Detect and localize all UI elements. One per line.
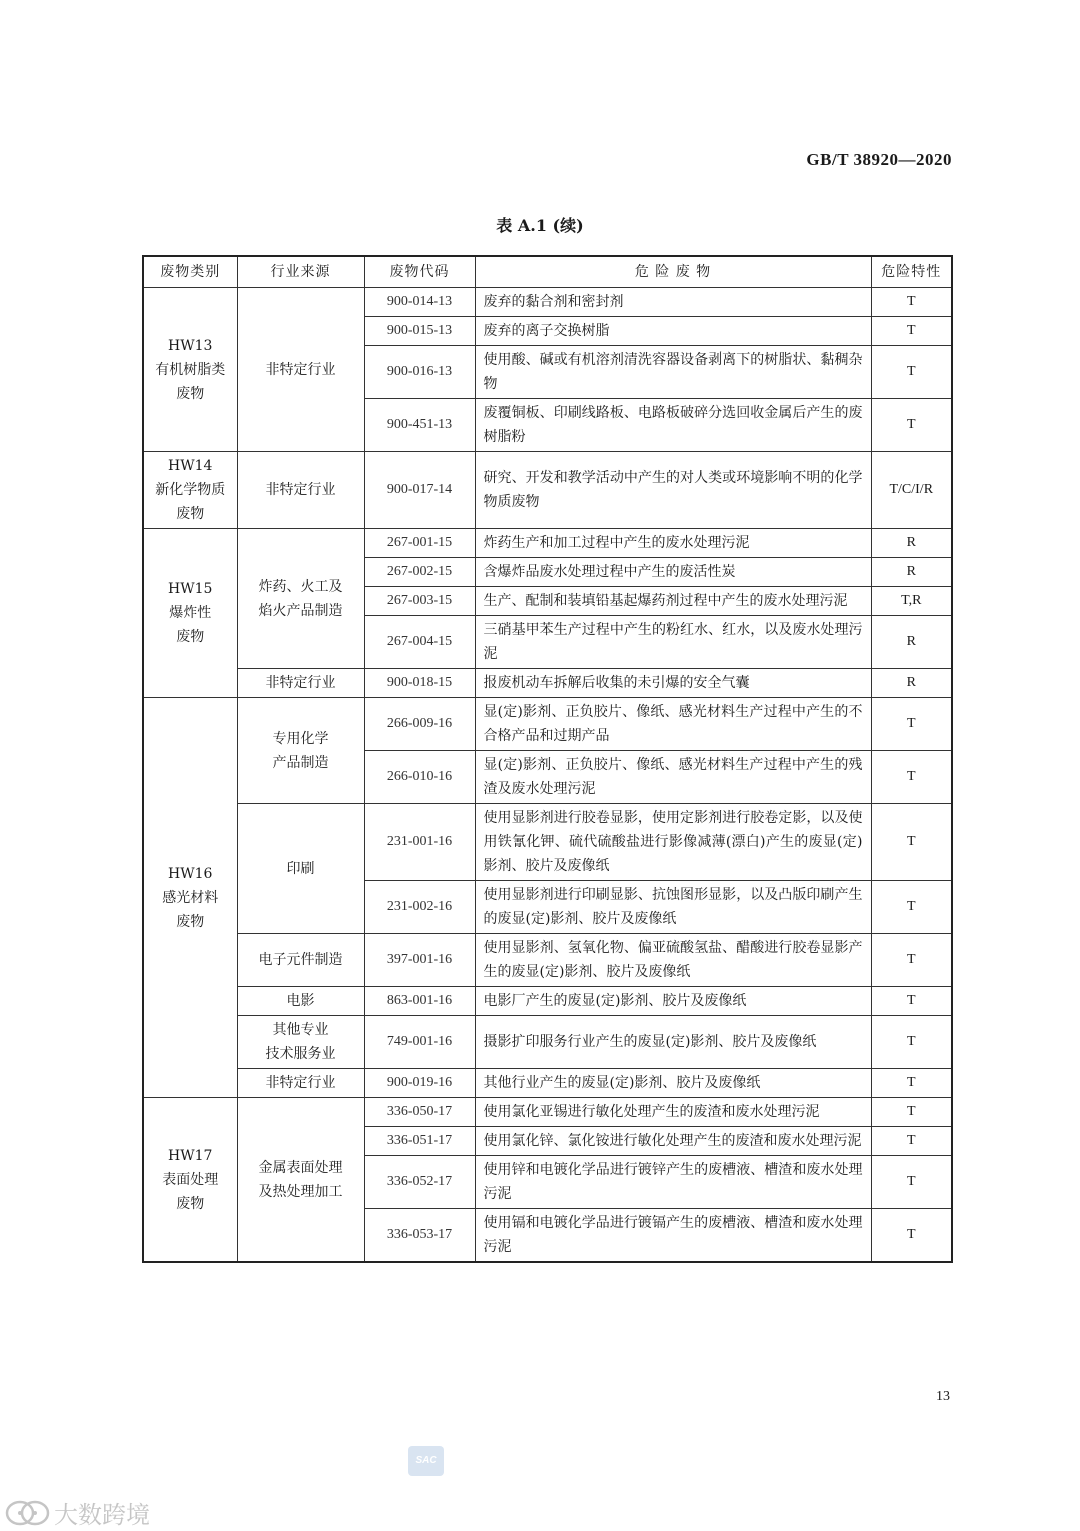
hazard-property-cell: T — [871, 399, 952, 452]
table-row — [143, 934, 952, 987]
waste-description-cell: 摄影扩印服务行业产生的废显(定)影剂、胶片及废像纸 — [475, 1016, 871, 1069]
industry-source-cell-line: 专用化学 — [272, 730, 329, 747]
industry-source-cell-line: 产品制造 — [272, 754, 329, 771]
table-body — [143, 288, 952, 1263]
waste-code-cell: 900-017-14 — [364, 452, 475, 529]
table-title: 表 A.1 (续) — [496, 216, 584, 235]
waste-code-cell: 900-015-13 — [364, 317, 475, 346]
hazard-property-cell: R — [871, 529, 952, 558]
waste-code-cell: 336-051-17 — [364, 1127, 475, 1156]
waste-code-cell: 900-018-15 — [364, 669, 475, 698]
table-row — [143, 804, 952, 881]
waste-description-cell: 三硝基甲苯生产过程中产生的粉红水、红水，以及废水处理污泥 — [475, 616, 871, 669]
column-header: 废物类别 — [143, 256, 237, 288]
industry-source-cell-line: 炸药、火工及 — [258, 578, 343, 595]
hazard-property-cell: T — [871, 317, 952, 346]
hazard-property-cell: T — [871, 804, 952, 881]
hazard-property-cell: T/C/I/R — [871, 452, 952, 529]
industry-source-cell-line: 焰火产品制造 — [258, 602, 343, 619]
waste-description-cell: 使用镉和电镀化学品进行镀镉产生的废槽液、槽渣和废水处理污泥 — [475, 1209, 871, 1263]
waste-description-cell: 炸药生产和加工过程中产生的废水处理污泥 — [475, 529, 871, 558]
waste-description-cell: 使用显影剂进行印刷显影、抗蚀图形显影，以及凸版印刷产生的废显(定)影剂、胶片及废像纸 — [475, 881, 871, 934]
waste-category-cell-line: HW14 — [168, 458, 213, 474]
waste-category-cell-line: 有机树脂类 — [155, 361, 226, 378]
waste-category-cell-line: 废物 — [176, 913, 205, 930]
waste-code-cell: 267-001-15 — [364, 529, 475, 558]
waste-category-cell-line: HW16 — [168, 865, 213, 882]
hazard-property-cell: R — [871, 558, 952, 587]
waste-code-cell: 397-001-16 — [364, 934, 475, 987]
table-row — [143, 698, 952, 751]
column-header: 废物代码 — [364, 256, 475, 288]
waste-description-cell: 电影厂产生的废显(定)影剂、胶片及废像纸 — [475, 987, 871, 1016]
waste-code-cell: 749-001-16 — [364, 1016, 475, 1069]
industry-source-cell — [237, 987, 364, 1016]
waste-category-cell-line: HW13 — [168, 337, 213, 354]
table-row — [143, 987, 952, 1016]
waste-category-cell-line: 废物 — [176, 506, 205, 522]
industry-source-cell — [237, 288, 364, 452]
chat-bubble-icon — [4, 1498, 50, 1528]
page-number: 13 — [936, 1389, 950, 1404]
waste-code-cell: 231-002-16 — [364, 881, 475, 934]
column-header: 危 险 废 物 — [475, 256, 871, 288]
industry-source-cell — [237, 698, 364, 804]
waste-description-cell: 使用锌和电镀化学品进行镀锌产生的废槽液、槽渣和废水处理污泥 — [475, 1156, 871, 1209]
table-row — [143, 1098, 952, 1127]
table-row — [143, 288, 952, 317]
industry-source-cell-line: 印刷 — [286, 860, 315, 877]
watermark — [4, 1495, 150, 1530]
hazard-property-cell: T — [871, 987, 952, 1016]
waste-code-cell: 900-019-16 — [364, 1069, 475, 1098]
industry-source-cell-line: 非特定行业 — [265, 675, 336, 691]
industry-source-cell-line: 非特定行业 — [265, 482, 336, 498]
hazard-property-cell: T — [871, 1098, 952, 1127]
waste-category-cell-line: 爆炸性 — [169, 605, 212, 621]
waste-code-cell: 267-002-15 — [364, 558, 475, 587]
hazard-property-cell: T — [871, 751, 952, 804]
waste-category-cell-line: 废物 — [176, 629, 205, 645]
industry-source-cell-line: 电影 — [286, 993, 315, 1009]
industry-source-cell-line: 电子元件制造 — [258, 952, 343, 968]
industry-source-cell-line: 金属表面处理 — [258, 1159, 343, 1176]
industry-source-cell — [237, 529, 364, 669]
hazard-property-cell: T — [871, 1069, 952, 1098]
industry-source-cell-line: 其他专业 — [272, 1022, 329, 1038]
hazard-property-cell: T — [871, 934, 952, 987]
waste-code-cell: 267-003-15 — [364, 587, 475, 616]
waste-description-cell: 废覆铜板、印刷线路板、电路板破碎分选回收金属后产生的废树脂粉 — [475, 399, 871, 452]
table-row — [143, 1016, 952, 1069]
waste-category-cell — [143, 529, 237, 698]
waste-code-cell: 336-053-17 — [364, 1209, 475, 1263]
waste-category-cell-line: 废物 — [176, 385, 205, 402]
waste-code-cell: 266-010-16 — [364, 751, 475, 804]
waste-category-cell — [143, 698, 237, 1098]
hazard-property-cell: T — [871, 346, 952, 399]
table-row — [143, 1069, 952, 1098]
hazard-property-cell: R — [871, 669, 952, 698]
standard-code: GB/T 38920—2020 — [806, 150, 952, 169]
waste-code-cell: 267-004-15 — [364, 616, 475, 669]
hazardous-waste-table — [142, 255, 953, 1263]
industry-source-cell — [237, 804, 364, 934]
waste-code-cell: 900-451-13 — [364, 399, 475, 452]
hazard-property-cell: T — [871, 881, 952, 934]
hazard-property-cell: T — [871, 288, 952, 317]
waste-description-cell: 显(定)影剂、正负胶片、像纸、感光材料生产过程中产生的不合格产品和过期产品 — [475, 698, 871, 751]
waste-code-cell: 863-001-16 — [364, 987, 475, 1016]
industry-source-cell — [237, 1069, 364, 1098]
hazard-property-cell: T — [871, 1127, 952, 1156]
table-row — [143, 669, 952, 698]
waste-code-cell: 336-050-17 — [364, 1098, 475, 1127]
waste-category-cell-line: HW15 — [168, 581, 213, 597]
waste-description-cell: 废弃的黏合剂和密封剂 — [475, 288, 871, 317]
waste-description-cell: 使用酸、碱或有机溶剂清洗容器设备剥离下的树脂状、黏稠杂物 — [475, 346, 871, 399]
waste-category-cell-line: 表面处理 — [162, 1171, 219, 1188]
waste-category-cell — [143, 452, 237, 529]
waste-description-cell: 含爆炸品废水处理过程中产生的废活性炭 — [475, 558, 871, 587]
watermark-text: 大数跨境 — [54, 1501, 150, 1529]
industry-source-cell — [237, 669, 364, 698]
table-row — [143, 529, 952, 558]
table-row — [143, 452, 952, 529]
waste-description-cell: 显(定)影剂、正负胶片、像纸、感光材料生产过程中产生的残渣及废水处理污泥 — [475, 751, 871, 804]
industry-source-cell — [237, 452, 364, 529]
column-header: 行业来源 — [237, 256, 364, 288]
industry-source-cell — [237, 934, 364, 987]
waste-description-cell: 使用氯化亚锡进行敏化处理产生的废渣和废水处理污泥 — [475, 1098, 871, 1127]
waste-description-cell: 报废机动车拆解后收集的未引爆的安全气囊 — [475, 669, 871, 698]
hazard-property-cell: R — [871, 616, 952, 669]
industry-source-cell-line: 非特定行业 — [265, 361, 336, 378]
waste-description-cell: 废弃的离子交换树脂 — [475, 317, 871, 346]
waste-category-cell-line: 废物 — [176, 1195, 205, 1212]
industry-source-cell — [237, 1016, 364, 1069]
waste-category-cell-line: HW17 — [168, 1147, 213, 1164]
industry-source-cell — [237, 1098, 364, 1263]
waste-description-cell: 其他行业产生的废显(定)影剂、胶片及废像纸 — [475, 1069, 871, 1098]
waste-category-cell — [143, 1098, 237, 1263]
hazard-property-cell: T — [871, 1156, 952, 1209]
hazard-property-cell: T — [871, 1209, 952, 1263]
industry-source-cell-line: 非特定行业 — [265, 1075, 336, 1091]
waste-code-cell: 336-052-17 — [364, 1156, 475, 1209]
hazard-property-cell: T — [871, 1016, 952, 1069]
table-header-row — [143, 256, 952, 288]
waste-description-cell: 研究、开发和教学活动中产生的对人类或环境影响不明的化学物质废物 — [475, 452, 871, 529]
industry-source-cell-line: 及热处理加工 — [258, 1183, 343, 1200]
hazard-property-cell: T,R — [871, 587, 952, 616]
waste-category-cell-line: 感光材料 — [162, 889, 219, 906]
waste-category-cell-line: 新化学物质 — [155, 482, 226, 498]
waste-description-cell: 使用氯化锌、氯化铵进行敏化处理产生的废渣和废水处理污泥 — [475, 1127, 871, 1156]
waste-category-cell — [143, 288, 237, 452]
waste-description-cell: 使用显影剂、氢氧化物、偏亚硫酸氢盐、醋酸进行胶卷显影产生的废显(定)影剂、胶片及废像纸 — [475, 934, 871, 987]
waste-code-cell: 231-001-16 — [364, 804, 475, 881]
column-header: 危险特性 — [871, 256, 952, 288]
waste-code-cell: 900-014-13 — [364, 288, 475, 317]
hazard-property-cell: T — [871, 698, 952, 751]
waste-code-cell: 900-016-13 — [364, 346, 475, 399]
waste-description-cell: 生产、配制和装填铅基起爆药剂过程中产生的废水处理污泥 — [475, 587, 871, 616]
waste-code-cell: 266-009-16 — [364, 698, 475, 751]
sac-logo: SAC — [408, 1446, 444, 1476]
industry-source-cell-line: 技术服务业 — [265, 1046, 336, 1062]
waste-description-cell: 使用显影剂进行胶卷显影，使用定影剂进行胶卷定影，以及使用铁氰化钾、硫代硫酸盐进行影像减薄(漂白)产生的废显(定)影剂、胶片及废像纸 — [475, 804, 871, 881]
